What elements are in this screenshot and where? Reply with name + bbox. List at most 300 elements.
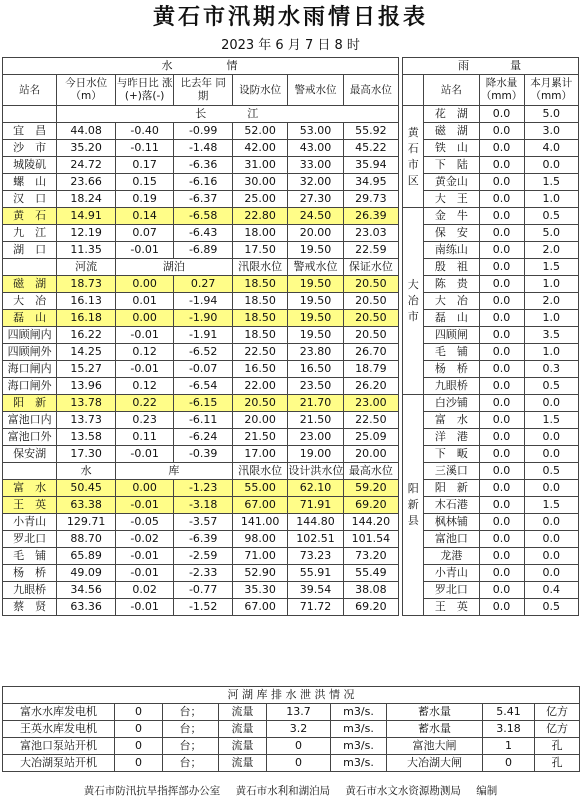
water-value: 23.66 (57, 174, 116, 191)
table-row (3, 497, 579, 514)
water-value: 13.96 (57, 378, 116, 395)
water-value: 0.14 (115, 208, 174, 225)
drainage-row (3, 738, 580, 755)
water-value: 16.50 (232, 361, 287, 378)
rain-column-header: 本月累计 （mm） (524, 75, 578, 106)
table-row (3, 480, 579, 497)
rain-monthly-value: 3.0 (524, 123, 578, 140)
water-value: 20.00 (343, 446, 398, 463)
station-name: 海口闸外 (3, 378, 57, 395)
station-name: 湖 口 (3, 242, 57, 259)
station-name: 大 冶 (3, 293, 57, 310)
drainage-cell: 0 (115, 721, 163, 738)
table-row (3, 412, 579, 429)
water-value: 102.51 (288, 531, 343, 548)
water-value: -6.36 (174, 157, 233, 174)
water-value: 0.15 (115, 174, 174, 191)
subheader-a: 水 (57, 463, 116, 480)
water-value: 71.91 (288, 497, 343, 514)
rain-group-char: 黄 (407, 125, 419, 139)
drainage-cell: 台； (163, 755, 219, 772)
rain-monthly-value: 0.0 (524, 531, 578, 548)
station-name: 王 英 (3, 497, 57, 514)
water-value: 19.50 (288, 276, 343, 293)
rain-precip-value: 0.0 (479, 378, 524, 395)
rain-precip-value: 0.0 (479, 157, 524, 174)
station-name: 九 江 (3, 225, 57, 242)
table-row (3, 276, 579, 293)
drainage-cell: 孔 (535, 755, 580, 772)
water-value: 35.30 (232, 582, 287, 599)
rain-station-name: 枫林铺 (424, 514, 479, 531)
water-value: 63.38 (57, 497, 116, 514)
drainage-cell: 蓄水量 (387, 704, 483, 721)
rain-station-name: 毛 铺 (424, 344, 479, 361)
water-value: 144.80 (288, 514, 343, 531)
drainage-cell: m3/s. (331, 721, 387, 738)
station-name: 四顾闸外 (3, 344, 57, 361)
water-value: 17.00 (232, 446, 287, 463)
water-value: 63.36 (57, 599, 116, 616)
rain-precip-value: 0.0 (479, 293, 524, 310)
water-value: -6.11 (174, 412, 233, 429)
water-section-header: 水 情 (3, 58, 399, 75)
rain-section-header: 雨 量 (403, 58, 579, 75)
water-value: 32.00 (288, 174, 343, 191)
drainage-cell: 台； (163, 704, 219, 721)
rain-station-name: 木石港 (424, 497, 479, 514)
drainage-cell: 流量 (219, 721, 267, 738)
station-name: 汉 口 (3, 191, 57, 208)
rain-group-char: 市 (407, 157, 419, 171)
footer (2, 783, 579, 799)
drainage-cell: 0 (115, 704, 163, 721)
water-value: 69.20 (343, 497, 398, 514)
table-row (3, 157, 579, 174)
water-value: -0.99 (174, 123, 233, 140)
rain-column-header: 站名 (424, 75, 479, 106)
rain-monthly-value: 1.5 (524, 497, 578, 514)
water-value: -0.01 (115, 242, 174, 259)
drainage-cell: 富池大闸 (387, 738, 483, 755)
rain-station-name: 磁 湖 (424, 123, 479, 140)
table-row (3, 463, 579, 480)
rain-group-char: 冶 (407, 294, 419, 307)
blank-cell (3, 463, 57, 480)
rain-precip-value: 0.0 (479, 208, 524, 225)
drainage-cell: 台； (163, 738, 219, 755)
rain-precip-value: 0.0 (479, 310, 524, 327)
footer-org-3: 黄石市水文水资源勘测局 (345, 785, 461, 797)
subheader-c: 汛限水位 (232, 463, 287, 480)
rain-group-char: 区 (407, 173, 419, 187)
water-value: 55.49 (343, 565, 398, 582)
water-value: 53.00 (288, 123, 343, 140)
water-value: 29.73 (343, 191, 398, 208)
rain-precip-value: 0.0 (479, 412, 524, 429)
drainage-cell: m3/s. (331, 704, 387, 721)
subheader-d: 设计洪水位 (288, 463, 343, 480)
water-value: 0.12 (115, 344, 174, 361)
station-name: 宜 昌 (3, 123, 57, 140)
water-value: -6.37 (174, 191, 233, 208)
water-value: 16.18 (57, 310, 116, 327)
water-value: 18.79 (343, 361, 398, 378)
water-value: 18.50 (232, 310, 287, 327)
drainage-cell: 3.2 (267, 721, 331, 738)
rain-precip-value: 0.0 (479, 242, 524, 259)
table-row (3, 565, 579, 582)
water-column-header: 比去年 同 期 (174, 75, 233, 106)
rain-monthly-value: 5.0 (524, 106, 578, 123)
table-row (3, 75, 579, 106)
rain-monthly-value: 0.5 (524, 599, 578, 616)
water-value: -0.01 (115, 327, 174, 344)
table-row (3, 106, 579, 123)
rain-station-name: 罗北口 (424, 582, 479, 599)
water-value: 98.00 (232, 531, 287, 548)
water-value: 18.73 (57, 276, 116, 293)
rain-station-name: 下 畈 (424, 446, 479, 463)
water-value: 45.22 (343, 140, 398, 157)
rain-group-label (403, 106, 424, 208)
water-value: 19.50 (288, 310, 343, 327)
rain-monthly-value: 0.0 (524, 480, 578, 497)
rain-monthly-value: 4.0 (524, 140, 578, 157)
water-value: 18.50 (232, 293, 287, 310)
rain-station-name: 王 英 (424, 599, 479, 616)
station-name: 富池口内 (3, 412, 57, 429)
drainage-header-row (3, 687, 580, 704)
station-name: 富池口外 (3, 429, 57, 446)
rain-station-name: 四顾闸 (424, 327, 479, 344)
subheader-d: 警戒水位 (288, 259, 343, 276)
rain-station-name: 三溪口 (424, 463, 479, 480)
rain-monthly-value: 0.0 (524, 548, 578, 565)
rain-station-name: 小青山 (424, 565, 479, 582)
water-value: 0.17 (115, 157, 174, 174)
water-column-header: 设防水位 (232, 75, 287, 106)
water-value: 22.50 (232, 344, 287, 361)
footer-compiled: 编制 (476, 785, 498, 797)
station-name: 蔡 贤 (3, 599, 57, 616)
water-value: 20.00 (288, 225, 343, 242)
table-row (3, 429, 579, 446)
water-value: -0.01 (115, 548, 174, 565)
water-value: 13.73 (57, 412, 116, 429)
rain-monthly-value: 1.0 (524, 276, 578, 293)
station-name: 小青山 (3, 514, 57, 531)
drainage-cell: 0 (267, 755, 331, 772)
drainage-cell: 富水水库发电机 (3, 704, 115, 721)
rain-precip-value: 0.0 (479, 191, 524, 208)
drainage-cell: m3/s. (331, 755, 387, 772)
rain-station-name: 大 冶 (424, 293, 479, 310)
drainage-cell: 大冶湖泵站开机 (3, 755, 115, 772)
rain-monthly-value: 1.0 (524, 191, 578, 208)
station-name: 城陵矶 (3, 157, 57, 174)
rain-group-char: 大 (407, 278, 419, 291)
footer-org-2: 黄石市水利和湖泊局 (235, 785, 331, 797)
water-value: -1.91 (174, 327, 233, 344)
water-value: 15.27 (57, 361, 116, 378)
table-row (3, 123, 579, 140)
drainage-cell: 大冶湖大闸 (387, 755, 483, 772)
rain-precip-value: 0.0 (479, 514, 524, 531)
rain-station-name: 陈 贵 (424, 276, 479, 293)
water-value: -0.01 (115, 497, 174, 514)
water-value: 42.00 (232, 140, 287, 157)
table-row (3, 599, 579, 616)
rain-station-name: 殷 祖 (424, 259, 479, 276)
water-value: 34.56 (57, 582, 116, 599)
drainage-row (3, 704, 580, 721)
water-value: -0.40 (115, 123, 174, 140)
rain-monthly-value: 1.5 (524, 259, 578, 276)
drainage-cell: 13.7 (267, 704, 331, 721)
water-value: -0.77 (174, 582, 233, 599)
rain-station-name: 洋 港 (424, 429, 479, 446)
water-value: -3.57 (174, 514, 233, 531)
water-value: -0.01 (115, 565, 174, 582)
water-value: 25.00 (232, 191, 287, 208)
rain-precip-value: 0.0 (479, 225, 524, 242)
water-value: -0.01 (115, 599, 174, 616)
drainage-cell: 0 (267, 738, 331, 755)
subheader-a: 河流 (57, 259, 116, 276)
table-row (3, 140, 579, 157)
drainage-header: 河 湖 库 排 水 泄 洪 情 况 (3, 687, 580, 704)
rain-monthly-value: 2.0 (524, 293, 578, 310)
table-row (3, 344, 579, 361)
water-value: 55.00 (232, 480, 287, 497)
water-column-header: 站名 (3, 75, 57, 106)
water-value: -6.24 (174, 429, 233, 446)
water-value: 16.50 (288, 361, 343, 378)
water-value: 69.20 (343, 599, 398, 616)
subheader-e: 最高水位 (343, 463, 398, 480)
changjiang-section-label: 长 江 (57, 106, 399, 123)
water-value: 19.50 (288, 293, 343, 310)
water-value: 18.00 (232, 225, 287, 242)
station-name: 罗北口 (3, 531, 57, 548)
rain-station-name: 铁 山 (424, 140, 479, 157)
station-name: 保安湖 (3, 446, 57, 463)
water-value: 71.72 (288, 599, 343, 616)
rain-station-name: 杨 桥 (424, 361, 479, 378)
rain-monthly-value: 0.0 (524, 514, 578, 531)
rain-monthly-value: 0.0 (524, 429, 578, 446)
water-value: 49.09 (57, 565, 116, 582)
drainage-cell: 1 (483, 738, 535, 755)
water-value: -0.39 (174, 446, 233, 463)
water-value: 71.00 (232, 548, 287, 565)
water-value: 0.27 (174, 276, 233, 293)
water-value: 0.12 (115, 378, 174, 395)
rain-precip-value: 0.0 (479, 259, 524, 276)
water-value: 0.00 (115, 310, 174, 327)
table-row (3, 191, 579, 208)
water-value: 16.22 (57, 327, 116, 344)
rain-precip-value: 0.0 (479, 344, 524, 361)
rain-monthly-value: 0.0 (524, 157, 578, 174)
rain-precip-value: 0.0 (479, 327, 524, 344)
rain-monthly-value: 1.0 (524, 310, 578, 327)
water-value: -3.18 (174, 497, 233, 514)
water-value: -6.52 (174, 344, 233, 361)
subheader-b: 湖泊 (115, 259, 232, 276)
water-value: 21.50 (232, 429, 287, 446)
water-value: 52.90 (232, 565, 287, 582)
rain-station-name: 富 水 (424, 412, 479, 429)
rain-monthly-value: 0.3 (524, 361, 578, 378)
drainage-table (2, 686, 580, 772)
water-value: 23.03 (343, 225, 398, 242)
water-value: -6.89 (174, 242, 233, 259)
water-value: 23.50 (288, 378, 343, 395)
station-name: 磁 湖 (3, 276, 57, 293)
rain-precip-value: 0.0 (479, 395, 524, 412)
water-value: -6.16 (174, 174, 233, 191)
rain-monthly-value: 5.0 (524, 225, 578, 242)
rain-precip-value: 0.0 (479, 582, 524, 599)
water-column-header: 今日水位 （m） (57, 75, 116, 106)
rain-station-name: 保 安 (424, 225, 479, 242)
water-value: 24.50 (288, 208, 343, 225)
water-value: 43.00 (288, 140, 343, 157)
water-value: -2.33 (174, 565, 233, 582)
water-value: 35.94 (343, 157, 398, 174)
blank-cell (3, 106, 57, 123)
water-value: 39.54 (288, 582, 343, 599)
water-value: -1.94 (174, 293, 233, 310)
water-value: 11.35 (57, 242, 116, 259)
water-value: 18.50 (232, 327, 287, 344)
rain-group-label (403, 395, 424, 616)
water-value: 0.07 (115, 225, 174, 242)
station-name: 沙 市 (3, 140, 57, 157)
table-row (3, 242, 579, 259)
water-value: -1.52 (174, 599, 233, 616)
rain-station-name: 大 王 (424, 191, 479, 208)
rain-station-name: 龙港 (424, 548, 479, 565)
rain-precip-value: 0.0 (479, 174, 524, 191)
rain-station-name: 下 陆 (424, 157, 479, 174)
table-row (3, 310, 579, 327)
water-value: 20.50 (232, 395, 287, 412)
table-row (3, 58, 579, 75)
drainage-cell: 流量 (219, 738, 267, 755)
water-value: 20.50 (343, 327, 398, 344)
rain-station-name: 九眼桥 (424, 378, 479, 395)
water-value: 23.00 (343, 395, 398, 412)
footer-org-1: 黄石市防汛抗旱指挥部办公室 (83, 785, 221, 797)
drainage-cell: m3/s. (331, 738, 387, 755)
station-name: 四顾闸内 (3, 327, 57, 344)
rain-monthly-value: 0.4 (524, 582, 578, 599)
water-value: 19.00 (288, 446, 343, 463)
rain-precip-value: 0.0 (479, 140, 524, 157)
water-value: 31.00 (232, 157, 287, 174)
table-row (3, 208, 579, 225)
rain-precip-value: 0.0 (479, 531, 524, 548)
water-value: 20.50 (343, 310, 398, 327)
drainage-cell: 王英水库发电机 (3, 721, 115, 738)
water-value: 13.78 (57, 395, 116, 412)
table-row (3, 293, 579, 310)
water-value: -1.90 (174, 310, 233, 327)
drainage-row (3, 721, 580, 738)
table-row (3, 582, 579, 599)
rain-monthly-value: 0.5 (524, 208, 578, 225)
rain-monthly-value: 0.5 (524, 463, 578, 480)
water-value: 14.25 (57, 344, 116, 361)
water-value: 22.00 (232, 378, 287, 395)
table-row (3, 378, 579, 395)
water-value: 73.23 (288, 548, 343, 565)
water-value: 19.50 (288, 242, 343, 259)
station-name: 杨 桥 (3, 565, 57, 582)
rain-column-header: 降水量 （mm） (479, 75, 524, 106)
water-value: 25.09 (343, 429, 398, 446)
station-name: 黄 石 (3, 208, 57, 225)
water-value: 0.19 (115, 191, 174, 208)
water-value: 67.00 (232, 599, 287, 616)
table-row (3, 395, 579, 412)
rain-precip-value: 0.0 (479, 123, 524, 140)
subheader-b: 库 (115, 463, 232, 480)
drainage-cell: 富池口泵站开机 (3, 738, 115, 755)
drainage-cell: 孔 (535, 738, 580, 755)
rain-station-name: 白沙铺 (424, 395, 479, 412)
rain-station-name: 花 湖 (424, 106, 479, 123)
rain-precip-value: 0.0 (479, 565, 524, 582)
rain-precip-value: 0.0 (479, 599, 524, 616)
table-row (3, 225, 579, 242)
water-value: 12.19 (57, 225, 116, 242)
rain-monthly-value: 0.0 (524, 395, 578, 412)
water-value: 26.39 (343, 208, 398, 225)
station-name: 海口闸内 (3, 361, 57, 378)
table-row (3, 531, 579, 548)
water-value: -6.58 (174, 208, 233, 225)
rain-precip-value: 0.0 (479, 463, 524, 480)
water-value: 16.13 (57, 293, 116, 310)
water-value: -1.48 (174, 140, 233, 157)
table-row (3, 548, 579, 565)
water-value: -2.59 (174, 548, 233, 565)
water-value: 13.58 (57, 429, 116, 446)
station-name: 富 水 (3, 480, 57, 497)
water-value: -0.11 (115, 140, 174, 157)
water-value: 18.50 (232, 276, 287, 293)
water-value: 0.01 (115, 293, 174, 310)
water-value: 26.70 (343, 344, 398, 361)
water-value: 44.08 (57, 123, 116, 140)
report-title: 黄石市汛期水雨情日报表 (152, 4, 428, 30)
rain-monthly-value: 0.5 (524, 378, 578, 395)
report-date: 2023 年 6 月 7 日 8 时 (221, 38, 360, 53)
water-value: 144.20 (343, 514, 398, 531)
rain-monthly-value: 0.0 (524, 565, 578, 582)
rain-monthly-value: 0.0 (524, 446, 578, 463)
rain-monthly-value: 1.0 (524, 344, 578, 361)
water-value: -6.15 (174, 395, 233, 412)
water-value: -1.23 (174, 480, 233, 497)
rain-precip-value: 0.0 (479, 446, 524, 463)
water-value: 20.50 (343, 276, 398, 293)
water-column-header: 警戒水位 (288, 75, 343, 106)
